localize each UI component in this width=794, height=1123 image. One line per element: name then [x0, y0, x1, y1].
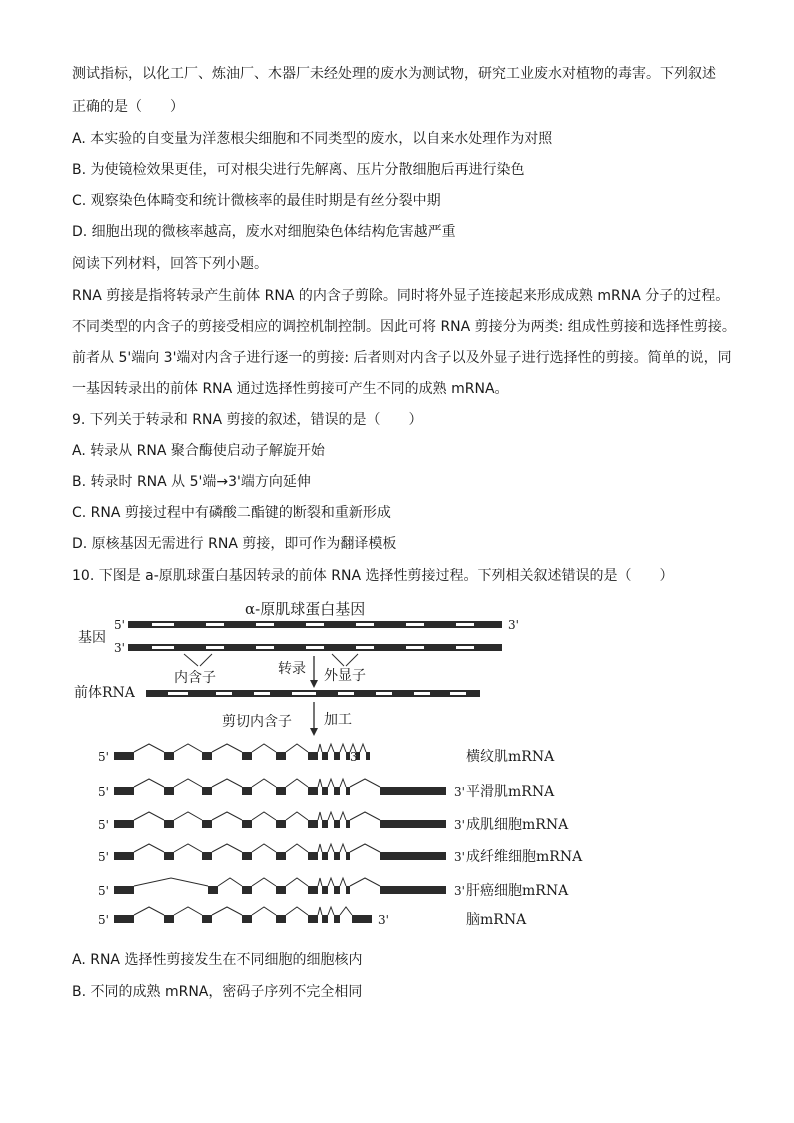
mrna-exon	[334, 752, 340, 760]
q8-option-d: D. 细胞出现的微核率越高，废水对细胞染色体结构危害越严重	[72, 224, 456, 240]
gene-intron-mark	[406, 646, 424, 649]
splice-junction	[252, 779, 276, 787]
mrna-exon	[380, 886, 446, 894]
mrna-exon	[346, 852, 350, 860]
q10-option-b: B. 不同的成熟 mRNA，密码子序列不完全相同	[72, 984, 363, 1000]
splice-label: 剪切内含子	[222, 714, 292, 730]
pre-rna-intron-mark	[168, 692, 188, 695]
q8-option-b: B. 为使镜检效果更佳，可对根尖进行先解离、压片分散细胞后再进行染色	[72, 162, 525, 178]
splice-junction	[318, 744, 322, 752]
mrna-exon	[164, 852, 174, 860]
splice-junction	[340, 907, 352, 915]
mrna-row	[98, 779, 555, 800]
mrna-5prime: 5'	[98, 913, 109, 927]
mrna-exon	[202, 752, 212, 760]
passage-line-1: RNA 剪接是指将转录产生前体 RNA 的内含子剪除。同时将外显子连接起来形成成熟 mRNA 分子的过程。	[72, 288, 730, 304]
mrna-exon	[114, 752, 134, 760]
pre-rna-intron-mark	[376, 692, 392, 695]
mrna-exon	[202, 852, 212, 860]
exon-pointer	[346, 654, 358, 666]
gene-intron-mark	[152, 623, 174, 626]
splice-junction	[174, 907, 202, 915]
mrna-exon	[346, 820, 350, 828]
splice-junction	[286, 844, 308, 852]
mrna-5prime: 5'	[98, 850, 109, 864]
mrna-row	[98, 744, 555, 765]
mrna-row	[98, 812, 569, 833]
splice-junction	[350, 878, 380, 886]
splice-junction	[286, 907, 308, 915]
mrna-exon	[308, 852, 318, 860]
mrna-exon	[242, 752, 252, 760]
q10-stem: 10. 下图是 a-原肌球蛋白基因转录的前体 RNA 选择性剪接过程。下列相关叙述错误的是（ ）	[72, 568, 674, 584]
gene-intron-mark	[256, 623, 274, 626]
splice-junction	[252, 844, 276, 852]
splice-junction	[134, 779, 164, 787]
gene-intron-mark	[356, 646, 374, 649]
q10-option-a: A. RNA 选择性剪接发生在不同细胞的细胞核内	[72, 952, 363, 968]
mrna-exon	[164, 820, 174, 828]
mrna-label: 成纤维细胞mRNA	[466, 849, 583, 865]
splice-junction	[286, 779, 308, 787]
splice-junction	[286, 812, 308, 820]
pre-rna-intron-mark	[338, 692, 354, 695]
splice-junction	[328, 907, 334, 915]
mrna-exon	[334, 886, 340, 894]
splice-junction	[328, 812, 334, 820]
exon-label: 外显子	[324, 668, 366, 684]
mrna-3prime: 3'	[350, 750, 361, 764]
mrna-5prime: 5'	[98, 785, 109, 799]
mrna-3prime: 3'	[378, 913, 389, 927]
reading-intro: 阅读下列材料，回答下列小题。	[72, 256, 268, 272]
mrna-exon	[114, 787, 134, 795]
intron-pointer	[184, 654, 198, 666]
mrna-5prime: 5'	[98, 884, 109, 898]
pre-rna-intron-mark	[292, 692, 316, 695]
passage-line-2: 不同类型的内含子的剪接受相应的调控机制控制。因此可将 RNA 剪接分为两类: 组成性剪接和选择性剪接。	[72, 319, 736, 335]
splice-junction	[350, 844, 380, 852]
mrna-row	[98, 907, 527, 928]
pre-rna-intron-mark	[414, 692, 430, 695]
splice-junction	[218, 878, 242, 886]
mrna-exon	[276, 752, 286, 760]
processing-arrowhead	[310, 728, 318, 736]
mrna-exon	[114, 886, 134, 894]
mrna-exon	[366, 752, 370, 760]
q9-option-a: A. 转录从 RNA 聚合酶使启动子解旋开始	[72, 443, 325, 459]
mrna-exon	[114, 820, 134, 828]
passage-line-4: 一基因转录出的前体 RNA 通过选择性剪接可产生不同的成熟 mRNA。	[72, 381, 509, 397]
splice-junction	[134, 844, 164, 852]
splice-junction	[174, 844, 202, 852]
passage-line-3: 前者从 5'端向 3'端对内含子进行逐一的剪接: 后者则对内含子以及外显子进行选择性的剪接。简单的说，同	[72, 350, 732, 366]
mrna-exon	[334, 787, 340, 795]
mrna-exon	[380, 820, 446, 828]
splice-junction	[212, 907, 242, 915]
gene-label: 基因	[78, 630, 106, 646]
splice-junction	[340, 779, 346, 787]
q8-option-c: C. 观察染色体畸变和统计微核率的最佳时期是有丝分裂中期	[72, 193, 441, 209]
mrna-exon	[276, 787, 286, 795]
splice-junction	[212, 812, 242, 820]
mrna-label: 肝癌细胞mRNA	[466, 883, 569, 899]
mrna-exon	[276, 915, 286, 923]
q9-option-d: D. 原核基因无需进行 RNA 剪接，即可作为翻译模板	[72, 536, 397, 552]
mrna-exon	[242, 852, 252, 860]
splice-junction	[340, 744, 346, 752]
mrna-exon	[208, 886, 218, 894]
splice-junction	[252, 878, 276, 886]
q8-option-a: A. 本实验的自变量为洋葱根尖细胞和不同类型的废水，以自来水处理作为对照	[72, 131, 553, 147]
splice-junction	[318, 844, 322, 852]
splice-junction	[252, 907, 276, 915]
mrna-exon	[202, 820, 212, 828]
gene-intron-mark	[306, 646, 324, 649]
mrna-exon	[202, 915, 212, 923]
pre-rna-intron-mark	[254, 692, 270, 695]
gene-intron-mark	[206, 646, 224, 649]
splice-junction	[328, 744, 334, 752]
splice-junction	[318, 779, 322, 787]
gene-intron-mark	[356, 623, 374, 626]
mrna-exon	[242, 886, 252, 894]
splicing-diagram	[70, 596, 630, 938]
splice-junction	[340, 878, 346, 886]
gene-strand1-3prime: 3'	[508, 618, 519, 632]
q9-option-b: B. 转录时 RNA 从 5'端→3'端方向延伸	[72, 474, 311, 490]
mrna-exon	[380, 852, 446, 860]
intron-pointer	[200, 654, 212, 666]
mrna-3prime: 3'	[454, 785, 465, 799]
splice-junction	[328, 844, 334, 852]
mrna-exon	[322, 915, 328, 923]
pre-rna-label: 前体RNA	[74, 685, 135, 701]
q9-option-c: C. RNA 剪接过程中有磷酸二酯键的断裂和重新形成	[72, 505, 391, 521]
mrna-exon	[308, 752, 318, 760]
splice-junction	[252, 744, 276, 752]
mrna-exon	[308, 915, 318, 923]
mrna-exon	[308, 787, 318, 795]
mrna-label: 平滑肌mRNA	[466, 784, 555, 800]
mrna-exon	[114, 915, 134, 923]
splice-junction	[328, 878, 334, 886]
mrna-exon	[322, 752, 328, 760]
gene-intron-mark	[206, 623, 224, 626]
processing-label: 加工	[324, 712, 352, 728]
mrna-exon	[242, 820, 252, 828]
splice-junction	[252, 812, 276, 820]
q9-stem: 9. 下列关于转录和 RNA 剪接的叙述，错误的是（ ）	[72, 412, 423, 428]
splice-junction	[350, 779, 380, 787]
transcription-label: 转录	[278, 661, 306, 677]
exon-pointer	[332, 654, 344, 666]
mrna-exon	[164, 787, 174, 795]
splice-junction	[350, 812, 380, 820]
mrna-exon	[334, 820, 340, 828]
splice-junction	[134, 907, 164, 915]
gene-intron-mark	[456, 623, 474, 626]
mrna-exon	[322, 852, 328, 860]
mrna-5prime: 5'	[98, 750, 109, 764]
gene-strand1-5prime: 5'	[114, 618, 125, 632]
mrna-exon	[322, 820, 328, 828]
transcription-arrowhead	[310, 680, 318, 688]
mrna-label: 成肌细胞mRNA	[466, 817, 569, 833]
pre-rna-intron-mark	[216, 692, 232, 695]
gene-intron-mark	[456, 646, 474, 649]
splice-junction	[212, 779, 242, 787]
mrna-row	[98, 844, 583, 865]
gene-intron-mark	[152, 646, 174, 649]
mrna-5prime: 5'	[98, 818, 109, 832]
splice-junction	[174, 812, 202, 820]
mrna-exon	[322, 886, 328, 894]
splice-junction	[212, 844, 242, 852]
gene-intron-mark	[406, 623, 424, 626]
mrna-exon	[164, 752, 174, 760]
mrna-3prime: 3'	[454, 818, 465, 832]
splice-junction	[340, 812, 346, 820]
mrna-3prime: 3'	[454, 884, 465, 898]
splice-junction	[328, 779, 334, 787]
splice-junction	[318, 878, 322, 886]
gene-title: α-原肌球蛋白基因	[245, 600, 366, 618]
mrna-exon	[346, 787, 350, 795]
q8-stem-line-2: 正确的是（ ）	[72, 99, 184, 115]
splice-junction	[134, 744, 164, 752]
mrna-exon	[346, 886, 350, 894]
splice-junction	[174, 779, 202, 787]
mrna-exon	[352, 915, 372, 923]
splice-junction	[286, 744, 308, 752]
mrna-exon	[276, 852, 286, 860]
mrna-exon	[322, 787, 328, 795]
mrna-exon	[242, 787, 252, 795]
splice-junction	[318, 812, 322, 820]
intron-label: 内含子	[174, 670, 216, 686]
pre-rna-intron-mark	[450, 692, 466, 695]
splice-junction	[174, 744, 202, 752]
splice-junction	[134, 878, 208, 886]
mrna-exon	[276, 820, 286, 828]
mrna-exon	[334, 852, 340, 860]
mrna-exon	[308, 886, 318, 894]
splice-junction	[340, 844, 346, 852]
mrna-3prime: 3'	[454, 850, 465, 864]
mrna-label: 脑mRNA	[466, 912, 527, 928]
mrna-exon	[334, 915, 340, 923]
mrna-exon	[164, 915, 174, 923]
mrna-row	[98, 878, 569, 899]
mrna-exon	[308, 820, 318, 828]
gene-strand2-3prime: 3'	[114, 641, 125, 655]
mrna-exon	[380, 787, 446, 795]
splice-junction	[318, 907, 322, 915]
splice-junction	[134, 812, 164, 820]
gene-intron-mark	[306, 623, 324, 626]
mrna-exon	[276, 886, 286, 894]
q8-stem-line-1: 测试指标，以化工厂、炼油厂、木器厂未经处理的废水为测试物，研究工业废水对植物的毒害。下列叙述	[72, 66, 716, 82]
mrna-exon	[242, 915, 252, 923]
splice-junction	[212, 744, 242, 752]
mrna-exon	[202, 787, 212, 795]
splice-junction	[286, 878, 308, 886]
mrna-exon	[114, 852, 134, 860]
gene-intron-mark	[256, 646, 274, 649]
mrna-label: 横纹肌mRNA	[466, 749, 555, 765]
